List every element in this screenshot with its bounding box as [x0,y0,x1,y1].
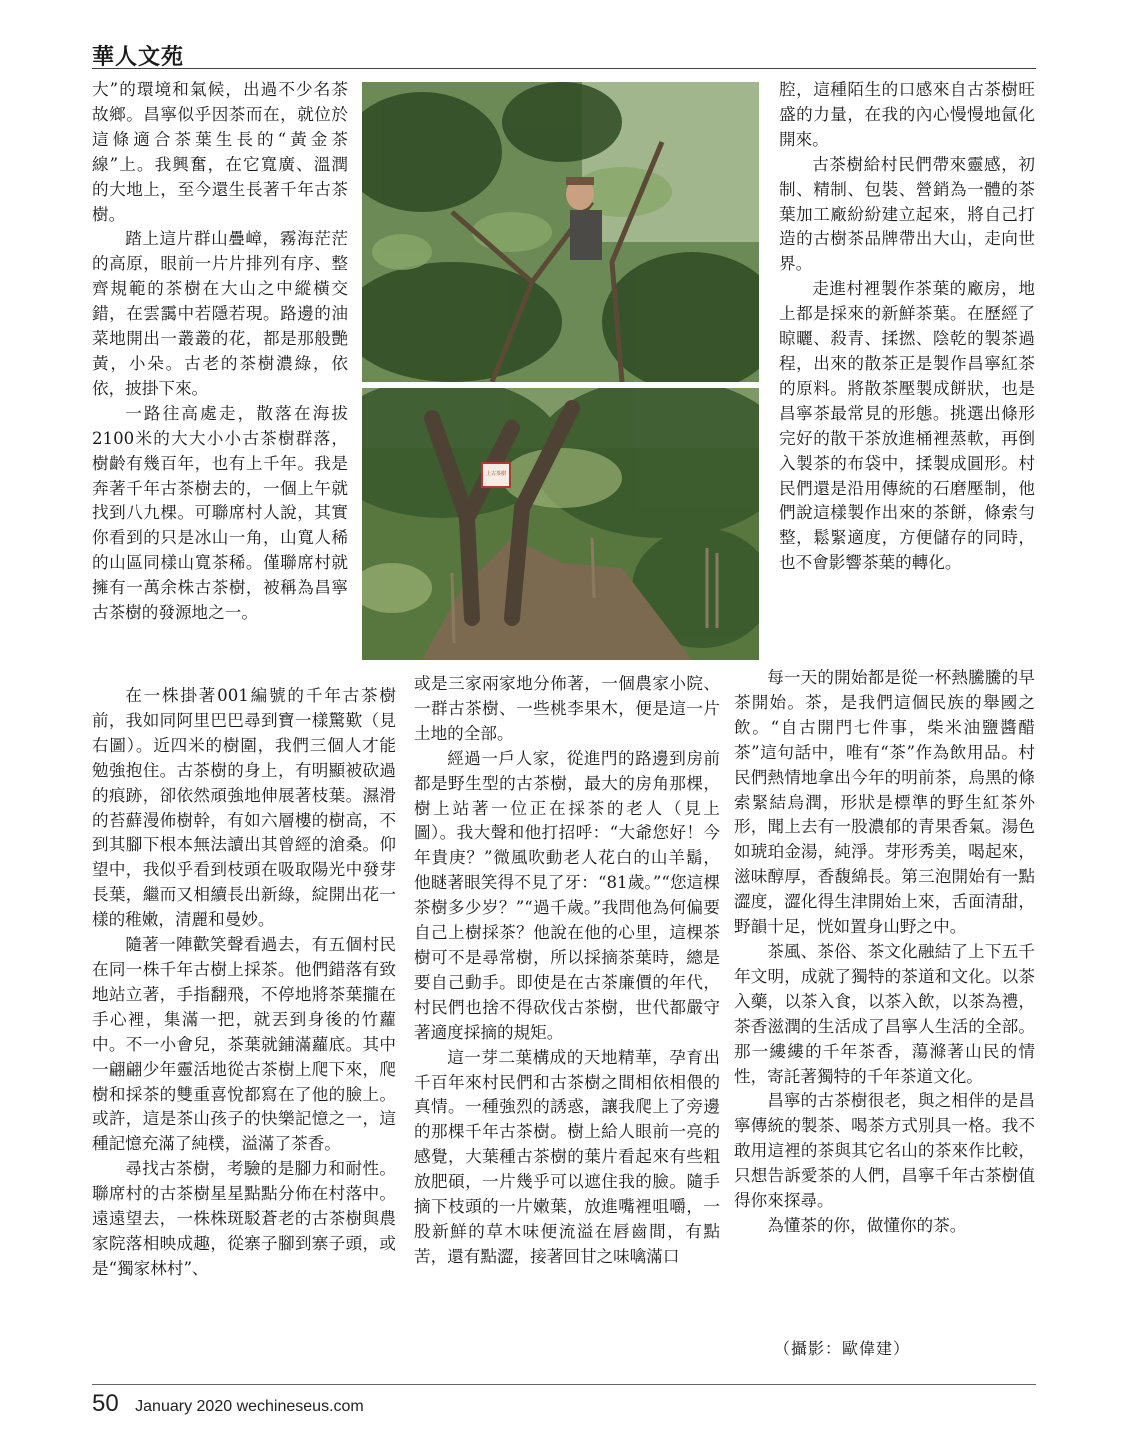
text-column-left-top [92,78,348,626]
ancient-tree-illustration [362,388,759,660]
paragraph: 尋找古茶樹，考驗的是腳力和耐性。聯席村的古茶樹星星點點分佈在村落中。遠遠望去，一株株斑駁蒼老的古茶樹與農家院落相映成趣，從寨子腳到寨子頭，或是“獨家林村”、 [92,1159,396,1278]
text-column-left-bottom [92,684,396,1282]
paragraph: 這一芽二葉構成的天地精華，孕育出千百年來村民們和古茶樹之間相依相偎的真情。一種強烈的誘惑，讓我爬上了旁邊的那棵千年古茶樹。樹上給人眼前一亮的感覺，大葉種古茶樹的葉片看起來有些粗放肥碩，一片幾乎可以遮住我的臉。隨手摘下枝頭的一片嫩葉，放進嘴裡咀嚼，一股新鮮的草木味便流溢在唇齒間，有點苦，還有點澀，接著回甘之味噙滿口 [414,1047,720,1266]
paragraph: 每一天的開始都是從一杯熱騰騰的早茶開始。茶，是我們這個民族的舉國之飲。“自古開門七件事，柴米油鹽醬醋茶”這句話中，唯有“茶”作為飲用品。村民們熱情地拿出今年的明前茶，烏黑的條索緊結烏潤，形狀是標準的野生紅茶外形，聞上去有一股濃郁的青果香氣。湯色如琥珀金湯，純淨。芽形秀美，喝起來，滋味醇厚，香馥綿長。第三泡開始有一點澀度，澀化得生津開始上來，舌面清甜，野韻十足，恍如置身山野之中。 [734,668,1035,937]
text-column-right-bottom [734,666,1035,1239]
page-number: 50 [92,1390,119,1417]
paragraph: 為懂茶的你，做懂你的茶。 [767,1215,967,1235]
photo-old-man-in-tea-tree [362,82,759,382]
paragraph: 茶風、茶俗、茶文化融結了上下五千年文明，成就了獨特的茶道和文化。以茶入藥，以茶入食，以茶入飲，以茶為禮，茶香滋潤的生活成了昌寧人生活的全部。那一縷縷的千年茶香，蕩滌著山民的情性，寄託著獨特的千年茶道文化。 [734,941,1035,1086]
paragraph: 一路往高處走，散落在海拔2100米的大大小小古茶樹群落，樹齡有幾百年，也有上千年。我是奔著千年古茶樹去的，一個上午就找到八九棵。可聯席村人說，其實你看到的只是冰山一角，山寬人稀的山區同樣山寬茶稀。僅聯席村就擁有一萬余株古茶樹，被稱為昌寧古茶樹的發源地之一。 [92,403,348,623]
section-title: 華人文苑 [92,44,185,70]
paragraph: 或是三家兩家地分佈著，一個農家小院、一群古茶樹、一些桃李果木，便是這一片土地的全部。 [414,674,720,743]
paragraph: 腔，這種陌生的口感來自古茶樹旺盛的力量，在我的內心慢慢地氤化開來。 [779,80,1035,149]
paragraph: 在一株掛著001編號的千年古茶樹前，我如同阿里巴巴尋到寶一樣驚歎（見右圖）。近四米的樹圍，我們三個人才能勉強抱住。古茶樹的身上，有明顯被砍過的痕跡，卻依然頑強地伸展著枝葉。濕滑的苔蘚漫佈樹幹，有如六層樓的樹高，不到其腳下根本無法讀出其曾經的滄桑。仰望中，我似乎看到枝頭在吸取陽光中發芽長葉，繼而又相續長出新綠，綻開出花一樣的稚嫩，清麗和曼妙。 [92,686,396,930]
paragraph: 昌寧的古茶樹很老，與之相伴的是昌寧傳統的製茶、喝茶方式別具一格。我不敢用這裡的茶與其它名山的茶來作比較，只想告訴愛茶的人們，昌寧千年古茶樹值得你來探尋。 [734,1091,1035,1211]
text-column-middle [414,672,720,1270]
page-footer [92,1390,364,1418]
paragraph: 經過一戶人家，從進門的路邊到房前都是野生型的古茶樹，最大的房角那棵，樹上站著一位正在採茶的老人（見上圖）。我大聲和他打招呼：“大爺您好！今年貴庚？”微風吹動老人花白的山羊鬍，他瞇著眼笑得不見了牙：“81歲。”“您這棵茶樹多少岁？”“過千歲。”我問他為何偏要自己上樹採茶？他說在他的心里，這棵茶樹可不是尋常樹，所以採摘茶葉時，總是要自己動手。即使是在古茶廉價的年代，村民們也捨不得砍伐古茶樹，世代都嚴守著適度採摘的規矩。 [414,748,720,1042]
paragraph: 古茶樹給村民們帶來靈感，初制、精制、包裝、營銷為一體的茶葉加工廠紛紛建立起來，將自己打造的古樹茶品牌帶出大山，走向世界。 [779,154,1035,274]
paragraph: 踏上這片群山疊嶂，霧海茫茫的高原，眼前一片片排列有序、整齊規範的茶樹在大山之中縱橫交錯，在雲靄中若隱若現。路邊的油菜地開出一叢叢的花，都是那般艷黃，小朵。古老的茶樹濃綠，依依，披掛下來。 [92,229,348,398]
paragraph: 走進村裡製作茶葉的廠房，地上都是採來的新鮮茶葉。在歷經了晾曬、殺青、揉撚、陰乾的製茶過程，出來的散茶正是製作昌寧紅茶的原料。將散茶壓製成餅狀，也是昌寧茶最常見的形態。挑選出條形完好的散干茶放進桶裡蒸軟，再倒入製茶的布袋中，揉製成圓形。村民們還是沿用傳統的石磨壓制，他們說這樣製作出來的茶餅，條索勻整，鬆緊適度，方便儲存的同時，也不會影響茶葉的轉化。 [779,279,1035,573]
text-column-right-top [779,78,1035,576]
header-divider [92,68,1036,69]
tea-tree-foliage-illustration [362,82,759,382]
paragraph: 隨著一陣歡笑聲看過去，有五個村民在同一株千年古樹上採茶。他們錯落有致地站立著，手指翻飛，不停地將茶葉攏在手心裡，集滿一把，就丟到身後的竹蘿中。不一小會兒，茶葉就鋪滿蘿底。其中一翩翩少年靈活地從古茶樹上爬下來，爬樹和採茶的雙重喜悅都寫在了他的臉上。或許，這是茶山孩子的快樂記憶之一，這種記憶充滿了純樸，溢滿了茶香。 [92,935,396,1154]
website: wechineseus.com [236,1398,364,1415]
issue-date: January 2020 [135,1398,233,1415]
photo-ancient-tea-tree [362,388,759,660]
paragraph: 大”的環境和氣候，出過不少名茶故鄉。昌寧似乎因茶而在，就位於這條適合茶葉生長的“黃金茶線”上。我興奮，在它寬廣、溫潤的大地上，至今還生長著千年古茶樹。 [92,80,348,224]
footer-divider [92,1384,1036,1385]
tree-sign-text: 上古茶樹 [485,471,507,477]
photo-credit: （攝影：歐偉建） [774,1339,911,1358]
